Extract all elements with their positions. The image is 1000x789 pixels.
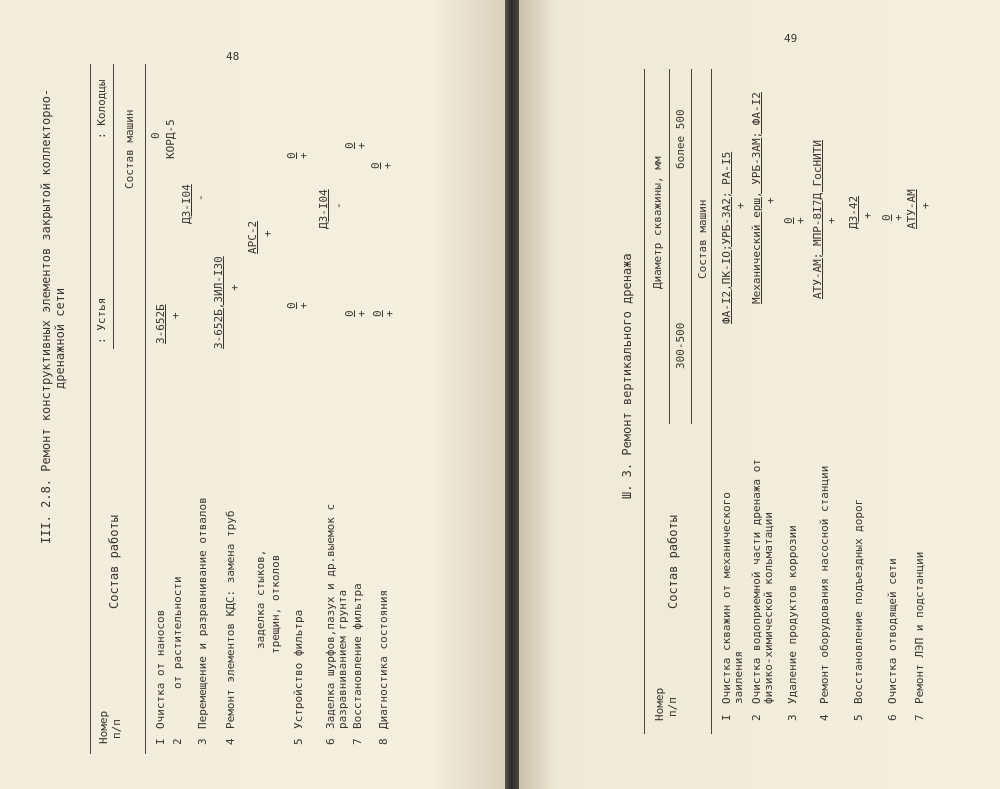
row-4-sign: + [825, 217, 838, 224]
header-mid-line [669, 69, 670, 424]
row-6-mouth-sign: - [332, 202, 345, 209]
row-1-wells-bottom: КОРД-5 [164, 119, 177, 159]
row-4-num: 4 [818, 714, 831, 721]
row-6-text2: разравниванием грунта [336, 589, 349, 729]
row-4-text: Ремонт элементов КДС: замена труб [224, 510, 237, 729]
table-caption-cont: дренажной сети [53, 287, 67, 389]
row-1-text2: заиления [732, 651, 745, 704]
header-num: Номер [97, 710, 110, 744]
row-3-text: Перемещение и разравнивание отвалов [196, 497, 209, 729]
row-4c-text: трещин, отколов [269, 554, 282, 654]
right-page [519, 0, 1000, 789]
row-5-wells-top: 0 [285, 152, 298, 159]
row-1-wells-top: 0 [149, 132, 162, 139]
header-machines: Состав машин [696, 199, 709, 279]
row-7-text: Восстановление фильтра [351, 583, 364, 729]
row-8-mouth: 0 [371, 310, 384, 317]
row-1-text: Очистка от наносов [154, 609, 167, 729]
row-7-mouth: 0 [343, 310, 356, 317]
row-7-sign: + [919, 202, 932, 209]
row-1-num: I [720, 714, 733, 721]
row-7-wells-bottom: + [355, 142, 368, 149]
row-4b-text: заделка стыков, [254, 549, 267, 649]
row-3-mouth-sign: - [194, 194, 207, 201]
row-8-mouth-sign: + [383, 310, 396, 317]
table-caption: III. 2.8. Ремонт конструктивных элементов закрытой коллекторно- [39, 88, 53, 544]
row-7-text: Ремонт ЛЭП и подстанции [913, 551, 926, 704]
header-mid-line [113, 64, 114, 349]
header-bottom-line [145, 64, 146, 754]
row-5-text: Устройство фильтра [292, 609, 305, 729]
row-2-machines: Механический ерш, УРБ-ЗАМ; ФА-I2 [750, 92, 763, 304]
row-4-mouth-sign: + [228, 284, 241, 291]
row-7-num: 7 [351, 738, 364, 745]
row-2-text: от растительности [171, 576, 184, 689]
row-5-machines: ДЗ-42 [847, 195, 860, 229]
row-4-num: 4 [224, 738, 237, 745]
row-6-mouth: ДЗ-I04 [317, 189, 330, 229]
row-3-mouth: ДЗ-I04 [180, 184, 193, 224]
row-3-num: 3 [786, 714, 799, 721]
page-number: 49 [784, 32, 798, 45]
row-3-num: 3 [196, 738, 209, 745]
header-mouth: : Устья [95, 297, 108, 344]
header-wells: : Колодцы [95, 79, 108, 139]
header-num: Номер [653, 687, 666, 721]
row-5-text: Восстановление подъездных дорог [852, 498, 865, 704]
row-2-num: 2 [750, 714, 763, 721]
row-8-wells-top: 0 [369, 162, 382, 169]
row-5-mouth: 0 [285, 302, 298, 309]
header-work: Состав работы [107, 515, 121, 609]
row-8-num: 8 [377, 738, 390, 745]
row-6-sign: + [892, 214, 905, 221]
row-4b-mouth: АРС-2 [246, 220, 259, 254]
header-num2: п/п [110, 719, 123, 739]
header-d1: 300-500 [674, 322, 687, 369]
row-6-text: Очистка отводящей сети [886, 558, 899, 704]
row-1-mouth: З-652Б [154, 304, 167, 344]
row-3-sign: + [794, 217, 807, 224]
row-5-mouth-sign: + [297, 302, 310, 309]
header-low-line [691, 69, 692, 424]
row-5-num: 5 [292, 738, 305, 745]
row-4-text: Ремонт оборудования насосной станции [818, 465, 831, 704]
row-7-mouth-sign: + [355, 310, 368, 317]
row-6-text: Заделка шурфов,пазух и др.выемок с [324, 503, 337, 729]
row-3-text: Удаление продуктов коррозии [786, 525, 799, 704]
row-3-machines: 0 [782, 217, 795, 224]
row-7-wells-top: 0 [343, 142, 356, 149]
row-5-num: 5 [852, 714, 865, 721]
page-number: 48 [226, 50, 240, 63]
header-bottom-line [711, 69, 712, 734]
header-work: Состав работы [666, 515, 680, 609]
header-d2: более 500 [674, 109, 687, 169]
header-machines: Состав машин [123, 109, 136, 189]
header-num2: п/п [666, 697, 679, 717]
row-2-text2: физико-химической кольматации [762, 511, 775, 704]
row-7-num: 7 [913, 714, 926, 721]
row-1-num: I [154, 738, 167, 745]
row-2-text: Очистка водоприемной части дренажа от [750, 458, 763, 704]
right-table [519, 0, 1000, 789]
book-gutter [505, 0, 519, 789]
row-5-sign: + [861, 212, 874, 219]
header-diam: Диаметр скважины, мм [651, 156, 664, 289]
row-2-num: 2 [171, 738, 184, 745]
row-1-mouth-sign: + [169, 312, 182, 319]
row-8-wells-bottom: + [381, 162, 394, 169]
row-2-sign: + [764, 197, 777, 204]
row-6-num: 6 [324, 738, 337, 745]
row-1-text: Очистка скважин от механического [720, 492, 733, 704]
row-7-machines: АТУ-АМ [905, 189, 918, 229]
table-caption: Ш. 3. Ремонт вертикального дренажа [620, 253, 634, 499]
row-1-sign: + [734, 202, 747, 209]
row-8-text: Диагностика состояния [377, 589, 390, 729]
row-4b-mouth-sign: + [261, 230, 274, 237]
row-4-machines: АТУ-АМ; МПР-8I7Д ГосНИТИ [811, 140, 824, 299]
row-6-num: 6 [886, 714, 899, 721]
header-top-line [644, 69, 645, 734]
row-6-machines: 0 [880, 214, 893, 221]
row-5-wells-bottom: + [297, 152, 310, 159]
row-4-mouth: З-652Б,ЗИЛ-I30 [212, 256, 225, 349]
header-top-line [90, 64, 91, 754]
row-1-machines: ФА-I2,ПК-IО;УРБ-ЗА2; РА-I5 [720, 151, 733, 324]
